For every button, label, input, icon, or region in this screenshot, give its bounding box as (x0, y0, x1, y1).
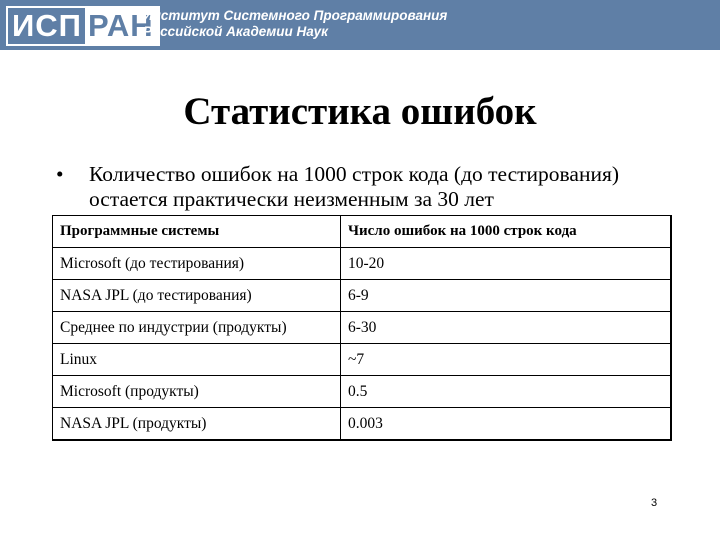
error-count-cell: ~7 (341, 344, 671, 376)
page-number: 3 (651, 497, 658, 509)
system-cell: Microsoft (до тестирования) (53, 248, 341, 280)
error-count-cell: 0.5 (341, 376, 671, 408)
system-cell: Среднее по индустрии (продукты) (53, 312, 341, 344)
table-row (53, 408, 670, 440)
header-band (0, 0, 720, 50)
system-cell: Microsoft (продукты) (53, 376, 341, 408)
error-count-cell: 6-30 (341, 312, 671, 344)
system-cell: NASA JPL (до тестирования) (53, 280, 341, 312)
institute-name (143, 8, 447, 40)
header-cell-errors: Число ошибок на 1000 строк кода (341, 216, 671, 248)
bullet-point (56, 162, 696, 212)
header-cell-systems: Программные системы (53, 216, 341, 248)
table-row (53, 312, 670, 344)
bullet-text-line1: Количество ошибок на 1000 строк кода (до тестирования) (89, 162, 620, 186)
bullet-text (89, 162, 696, 212)
error-count-cell: 10-20 (341, 248, 671, 280)
table-row (53, 248, 670, 280)
logo-text-isp: ИСП (12, 8, 82, 43)
bullet-text-line2: остается практически неизменным за 30 лет (89, 187, 494, 211)
table-header-row (53, 216, 670, 248)
institute-name-line2: Российской Академии Наук (143, 24, 328, 39)
error-count-cell: 0.003 (341, 408, 671, 440)
error-count-cell: 6-9 (341, 280, 671, 312)
table-row (53, 280, 670, 312)
error-stats-table-frame (52, 215, 672, 441)
table-row (53, 344, 670, 376)
ispras-logo (6, 6, 160, 46)
slide-title: Статистика ошибок (183, 90, 537, 133)
institute-name-line1: Институт Системного Программирования (143, 8, 448, 23)
table-row (53, 376, 670, 408)
error-stats-table (53, 216, 670, 439)
system-cell: Linux (53, 344, 341, 376)
system-cell: NASA JPL (продукты) (53, 408, 341, 440)
bullet-icon: • (56, 162, 64, 186)
logo-text-ran: РАН (85, 8, 158, 44)
